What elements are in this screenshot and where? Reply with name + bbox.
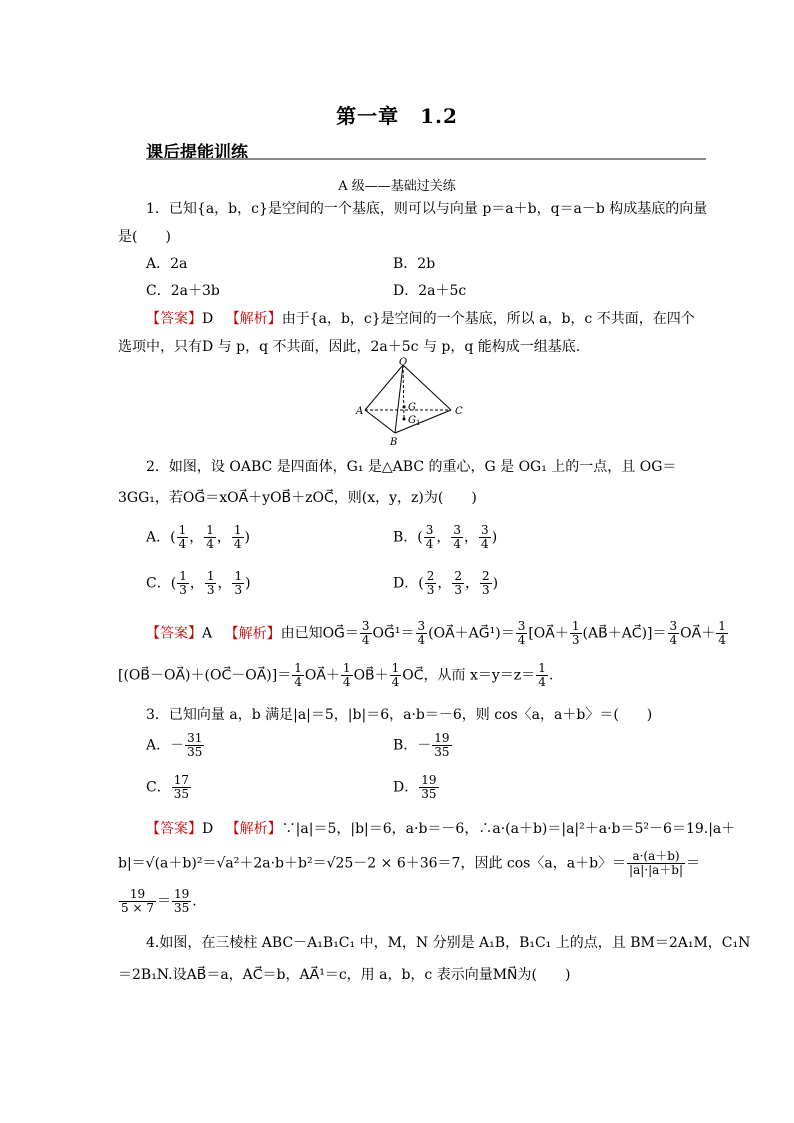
vertex-label-o: O [399,357,408,368]
point-label-g1: G [408,415,416,426]
q3-stem-line1: 3．已知向量 a，b 满足|a|＝5，|b|＝6，a·b＝－6，则 cos〈a，a＋b〉＝( ) [146,707,653,723]
analysis-tag: 【解析】 [225,311,282,327]
q3-option-a: A．－ $\frac{31}{35}$ [146,731,203,760]
q4-stem-line2: ＝2B₁N.设AB⃗＝a，AC⃗＝b，AA⃗¹＝c，用 a，b，c 表示向量MN⃗为( ) [118,967,571,983]
point-label-g: G [408,402,416,413]
q1-option-b: B．2b [393,256,436,272]
q1-option-a: A．2a [146,256,188,272]
section-heading: 课后提能训练 [146,143,248,163]
q1-option-d: D．2a＋5c [393,283,467,299]
q2-stem-line1: 2．如图，设 OABC 是四面体，G₁ 是△ABC 的重心，G 是 OG₁ 上的一点，且 OG＝ [146,459,677,475]
q2-option-c: C．( $\frac{1}{3}$ ， $\frac{1}{3}$ ， $\frac{1}{3}$ ) [146,569,251,598]
q3-answer-line1: 【答案】D 【解析】∵|a|＝5，|b|＝6，a·b＝－6，∴a·(a＋b)＝|a|²＋a·b＝5²－6＝19.|a＋ [146,821,736,837]
q3-analysis-line3: $\frac{19}{5 \times 7}$ ＝ $\frac{19}{35}$ . [121,887,197,916]
svg-text:1: 1 [416,419,421,427]
analysis-text: 由于{a，b，c}是空间的一个基底，所以 a，b，c 不共面，在四个 [281,311,695,327]
q4-stem-line1: 4.如图，在三棱柱 ABC－A₁B₁C₁ 中，M，N 分别是 A₁B，B₁C₁ 上的点，且 BM＝2A₁M，C₁N [146,935,751,951]
q1-analysis-line2: 选项中，只有D 与 p，q 不共面，因此，2a＋5c 与 p，q 能构成一组基底. [118,339,581,355]
level-heading: A 级——基础过关练 [338,179,456,194]
section-rule [146,158,706,160]
answer-value: D [202,311,214,327]
q1-stem-line1: 1．已知{a，b，c}是空间的一个基底，则可以与向量 p＝a＋b，q＝a－b 构成基底的向量 [146,201,708,217]
q3-analysis-line2: b|＝√(a＋b)²＝√a²＋2a·b＋b²＝√25－2 × 6＋36＝7，因此 cos〈a，a＋b〉＝ $\frac{a\cdot(a+b)}{|a|\cdot|a+b|}$ ＝ [118,849,701,878]
vertex-label-c: C [455,406,463,417]
q1-answer-line1 [146,308,695,328]
q2-stem-line2: 3GG₁，若OG⃗＝xOA⃗＋yOB⃗＋zOC⃗，则(x，y，z)为( ) [118,490,477,506]
q2-analysis-line2: [(OB⃗－OA⃗)＋(OC⃗－OA⃗)]＝ $\frac{1}{4}$ OA⃗＋ $\frac{1}{4}$ OB⃗＋ $\frac{1}{4}$ OC⃗，从而 x＝y＝z＝ $\frac{1}{4}$ . [118,661,554,690]
q3-option-c: C． $\frac{17}{35}$ [146,773,189,802]
q2-option-a: A．( $\frac{1}{4}$ ， $\frac{1}{4}$ ， $\frac{1}{4}$ ) [146,523,250,552]
q2-answer-line1: 【答案】A 【解析】由已知OG⃗＝ $\frac{3}{4}$ OG⃗¹＝ $\frac{3}{4}$ (OA⃗＋AG⃗¹)＝ $\frac{3}{4}$ [OA⃗＋ $\frac{1}{3}$ (AB⃗＋AC⃗)]＝ $\frac{3}{4}$ OA⃗＋ $\frac{1}{4}$ [146,619,726,648]
answer-tag: 【答案】 [146,311,202,327]
page-title: 第一章 1.2 [336,104,458,128]
tetrahedron-figure [355,357,475,447]
q2-option-b: B．( $\frac{3}{4}$ ， $\frac{3}{4}$ ， $\frac{3}{4}$ ) [393,523,498,552]
q2-option-d: D．( $\frac{2}{3}$ ， $\frac{2}{3}$ ， $\frac{2}{3}$ ) [393,569,499,598]
q1-option-c: C．2a＋3b [146,283,220,299]
q3-option-d: D． $\frac{19}{35}$ [393,773,437,802]
vertex-label-a: A [356,406,364,417]
q1-stem-line2: 是( ) [118,229,171,245]
vertex-label-b: B [390,437,398,447]
q3-option-b: B．－ $\frac{19}{35}$ [393,731,450,760]
